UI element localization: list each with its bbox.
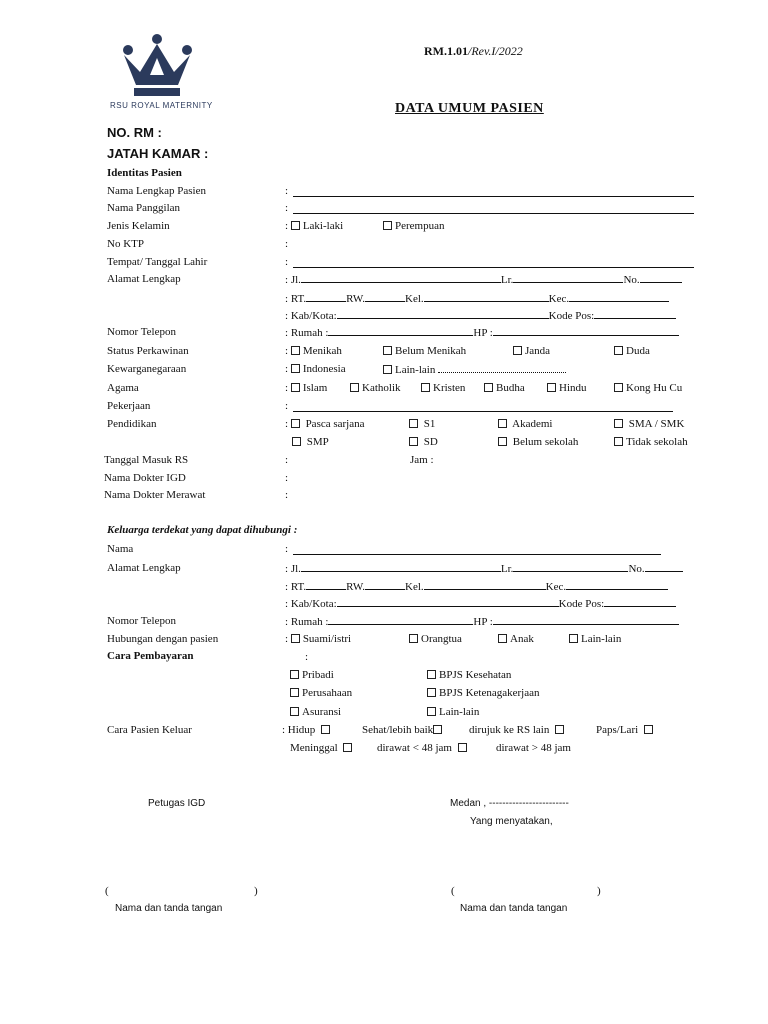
no-ktp-label: No KTP (107, 238, 144, 250)
dokter-merawat-label: Nama Dokter Merawat (104, 489, 206, 501)
telepon-label: Nomor Telepon (107, 326, 176, 338)
asuransi-label: Asuransi (302, 706, 342, 718)
islam-label: Islam (302, 382, 328, 394)
identitas-heading: Identitas Pasien (107, 167, 182, 179)
hubungan-label: Hubungan dengan pasien (107, 633, 219, 645)
katholik-checkbox[interactable] (350, 383, 359, 392)
sd-checkbox[interactable] (409, 437, 418, 446)
wn-lainlain-checkbox[interactable] (383, 365, 392, 374)
kel-telepon-label: Nomor Telepon (107, 615, 176, 627)
keluarga-heading: Keluarga terdekat yang dapat dihubungi : (107, 524, 298, 536)
perempuan-checkbox[interactable] (383, 221, 392, 230)
jl-field[interactable] (301, 273, 501, 283)
kel-jl-label: Jl. (290, 563, 301, 575)
kel-kec-field[interactable] (566, 580, 668, 590)
kodepos-label: Kode Pos: (548, 310, 595, 322)
nama-panggilan-field[interactable] (293, 213, 694, 214)
belum-menikah-label: Belum Menikah (395, 345, 467, 357)
dirawat-lebih-label: dirawat > 48 jam (496, 742, 571, 754)
hp-label: HP : (473, 327, 493, 339)
wn-lainlain-field[interactable] (438, 363, 566, 373)
janda-label: Janda (525, 345, 551, 357)
orangtua-label: Orangtua (421, 633, 462, 645)
left-signature-caption: Nama dan tanda tangan (115, 903, 223, 914)
janda-checkbox[interactable] (513, 346, 522, 355)
menikah-label: Menikah (302, 345, 342, 357)
left-paren-open: ( (105, 885, 109, 897)
dirawat-kurang-checkbox[interactable] (458, 743, 467, 752)
orangtua-checkbox[interactable] (409, 634, 418, 643)
kel-lr-field[interactable] (513, 562, 628, 572)
bpjs-kes-checkbox[interactable] (427, 670, 436, 679)
suami-label: Suami/istri (302, 633, 352, 645)
kewarganegaraan-label: Kewarganegaraan (107, 363, 187, 375)
dirujuk-label: dirujuk ke RS lain (469, 724, 550, 736)
meninggal-label: Meninggal (290, 742, 338, 754)
katholik-label: Katholik (362, 382, 401, 394)
nama-lengkap-label: Nama Lengkap Pasien (107, 185, 206, 197)
no-rm-label: NO. RM : (107, 125, 162, 140)
rm-code: RM.1.01 (424, 44, 468, 58)
pribadi-checkbox[interactable] (290, 670, 299, 679)
petugas-label: Petugas IGD (148, 798, 206, 809)
kel-kel-label: Kel. (405, 581, 424, 593)
budha-label: Budha (496, 382, 525, 394)
rw-label: RW. (346, 293, 366, 305)
jenis-kelamin-label: Jenis Kelamin (107, 220, 170, 232)
suami-checkbox[interactable] (291, 634, 300, 643)
belum-sekolah-label: Belum sekolah (512, 436, 579, 448)
hub-lainlain-label: Lain-lain (581, 633, 622, 645)
konghucu-checkbox[interactable] (614, 383, 623, 392)
tidak-sekolah-checkbox[interactable] (614, 437, 623, 446)
hp-field[interactable] (493, 326, 679, 336)
kel-rw-label: RW. (346, 581, 366, 593)
sma-checkbox[interactable] (614, 419, 623, 428)
konghucu-label: Kong Hu Cu (626, 382, 683, 394)
dirawat-kurang-label: dirawat < 48 jam (377, 742, 452, 754)
hospital-logo (110, 30, 220, 112)
duda-label: Duda (626, 345, 650, 357)
paps-checkbox[interactable] (644, 725, 653, 734)
rw-field[interactable] (365, 292, 405, 302)
pekerjaan-label: Pekerjaan (107, 400, 151, 412)
kristen-label: Kristen (433, 382, 466, 394)
bpjs-ket-label: BPJS Ketenagakerjaan (439, 687, 540, 699)
paps-label: Paps/Lari (596, 724, 639, 736)
anak-label: Anak (510, 633, 534, 645)
status-label: Status Perkawinan (107, 345, 189, 357)
nama-lengkap-field[interactable] (293, 196, 694, 197)
pendidikan-label: Pendidikan (107, 418, 157, 430)
anak-checkbox[interactable] (498, 634, 507, 643)
pasca-label: Pasca sarjana (305, 418, 365, 430)
kab-field[interactable] (337, 309, 549, 319)
sehat-label: Sehat/lebih baik (362, 724, 434, 736)
rt-field[interactable] (306, 292, 346, 302)
tgl-masuk-label: Tanggal Masuk RS (104, 454, 189, 466)
kel-kodepos-field[interactable] (604, 597, 676, 607)
akademi-label: Akademi (512, 418, 553, 430)
rumah-field[interactable] (328, 326, 473, 336)
rt-label: RT. (290, 293, 307, 305)
bayar-lainlain-checkbox[interactable] (427, 707, 436, 716)
s1-label: S1 (423, 418, 436, 430)
revision: /Rev.I/2022 (468, 44, 523, 58)
right-paren-open: ( (451, 885, 455, 897)
ttl-field[interactable] (293, 267, 694, 268)
bayar-lainlain-label: Lain-lain (439, 706, 480, 718)
kodepos-field[interactable] (594, 309, 676, 319)
yang-menyatakan-label: Yang menyatakan, (470, 816, 553, 827)
kel-kec-label: Kec. (545, 581, 567, 593)
jatah-kamar-label: JATAH KAMAR : (107, 146, 209, 161)
kel-rt-label: RT. (290, 581, 307, 593)
lr-label: Lr. (500, 274, 514, 286)
islam-checkbox[interactable] (291, 383, 300, 392)
kec-label: Kec. (548, 293, 570, 305)
kel-kel-field[interactable] (424, 580, 546, 590)
jl-label: Jl. (290, 274, 301, 286)
belum-sekolah-checkbox[interactable] (498, 437, 507, 446)
alamat-label: Alamat Lengkap (107, 273, 181, 285)
bpjs-ket-checkbox[interactable] (427, 688, 436, 697)
kec-field[interactable] (569, 292, 669, 302)
indonesia-checkbox[interactable] (291, 364, 300, 373)
wn-lainlain-label: Lain-lain (395, 364, 436, 376)
kel-label: Kel. (405, 293, 424, 305)
pasca-checkbox[interactable] (291, 419, 300, 428)
perusahaan-label: Perusahaan (302, 687, 353, 699)
dirujuk-checkbox[interactable] (555, 725, 564, 734)
agama-label: Agama (107, 382, 139, 394)
pekerjaan-field[interactable] (293, 411, 673, 412)
kel-kab-field[interactable] (337, 597, 559, 607)
akademi-checkbox[interactable] (498, 419, 507, 428)
kel-kab-label: Kab/Kota: (290, 598, 337, 610)
right-paren-close: ) (597, 885, 601, 897)
duda-checkbox[interactable] (614, 346, 623, 355)
nama-panggilan-label: Nama Panggilan (107, 202, 181, 214)
crown-icon (110, 30, 220, 100)
rumah-label: Rumah : (290, 327, 329, 339)
kel-jl-field[interactable] (301, 562, 501, 572)
kel-lr-label: Lr. (500, 563, 514, 575)
sma-label: SMA / SMK (628, 418, 685, 430)
right-signature-caption: Nama dan tanda tangan (460, 903, 568, 914)
left-paren-close: ) (254, 885, 258, 897)
smp-label: SMP (306, 436, 329, 448)
budha-checkbox[interactable] (484, 383, 493, 392)
hidup-checkbox[interactable] (321, 725, 330, 734)
sd-label: SD (423, 436, 438, 448)
kristen-checkbox[interactable] (421, 383, 430, 392)
kel-hp-field[interactable] (493, 615, 679, 625)
kel-nama-label: Nama (107, 543, 134, 555)
kel-rumah-field[interactable] (328, 615, 473, 625)
sehat-checkbox[interactable] (433, 725, 442, 734)
kel-rw-field[interactable] (365, 580, 405, 590)
no-label: No. (623, 274, 640, 286)
hub-lainlain-checkbox[interactable] (569, 634, 578, 643)
kel-no-label: No. (628, 563, 645, 575)
menikah-checkbox[interactable] (291, 346, 300, 355)
kel-field[interactable] (424, 292, 549, 302)
kel-nama-field[interactable] (293, 554, 661, 555)
kel-rumah-label: Rumah : (290, 616, 329, 628)
medan-date-line: Medan , ------------------------ (450, 798, 569, 809)
s1-checkbox[interactable] (409, 419, 418, 428)
no-field[interactable] (640, 273, 682, 283)
keluar-label: Cara Pasien Keluar (107, 724, 192, 736)
dokter-igd-label: Nama Dokter IGD (104, 472, 186, 484)
hindu-label: Hindu (559, 382, 587, 394)
logo-text: RSU ROYAL MATERNITY (110, 101, 213, 110)
kel-rt-field[interactable] (306, 580, 346, 590)
perempuan-label: Perempuan (395, 220, 445, 232)
kel-no-field[interactable] (645, 562, 683, 572)
ttl-label: Tempat/ Tanggal Lahir (107, 256, 208, 268)
hindu-checkbox[interactable] (547, 383, 556, 392)
laki-checkbox[interactable] (291, 221, 300, 230)
kab-label: Kab/Kota: (290, 310, 337, 322)
laki-label: Laki-laki (302, 220, 344, 232)
hidup-label: : Hidup (282, 724, 316, 736)
kel-hp-label: HP : (473, 616, 493, 628)
tidak-sekolah-label: Tidak sekolah (626, 436, 688, 448)
kel-alamat-label: Alamat Lengkap (107, 562, 181, 574)
pribadi-label: Pribadi (302, 669, 334, 681)
pembayaran-heading: Cara Pembayaran (107, 650, 194, 662)
perusahaan-checkbox[interactable] (290, 688, 299, 697)
asuransi-checkbox[interactable] (290, 707, 299, 716)
indonesia-label: Indonesia (302, 363, 346, 375)
form-title: DATA UMUM PASIEN (395, 101, 544, 116)
smp-checkbox[interactable] (292, 437, 301, 446)
jam-label: Jam : (410, 454, 434, 466)
lr-field[interactable] (513, 273, 623, 283)
bpjs-kes-label: BPJS Kesehatan (439, 669, 512, 681)
meninggal-checkbox[interactable] (343, 743, 352, 752)
belum-menikah-checkbox[interactable] (383, 346, 392, 355)
kel-kodepos-label: Kode Pos: (558, 598, 605, 610)
